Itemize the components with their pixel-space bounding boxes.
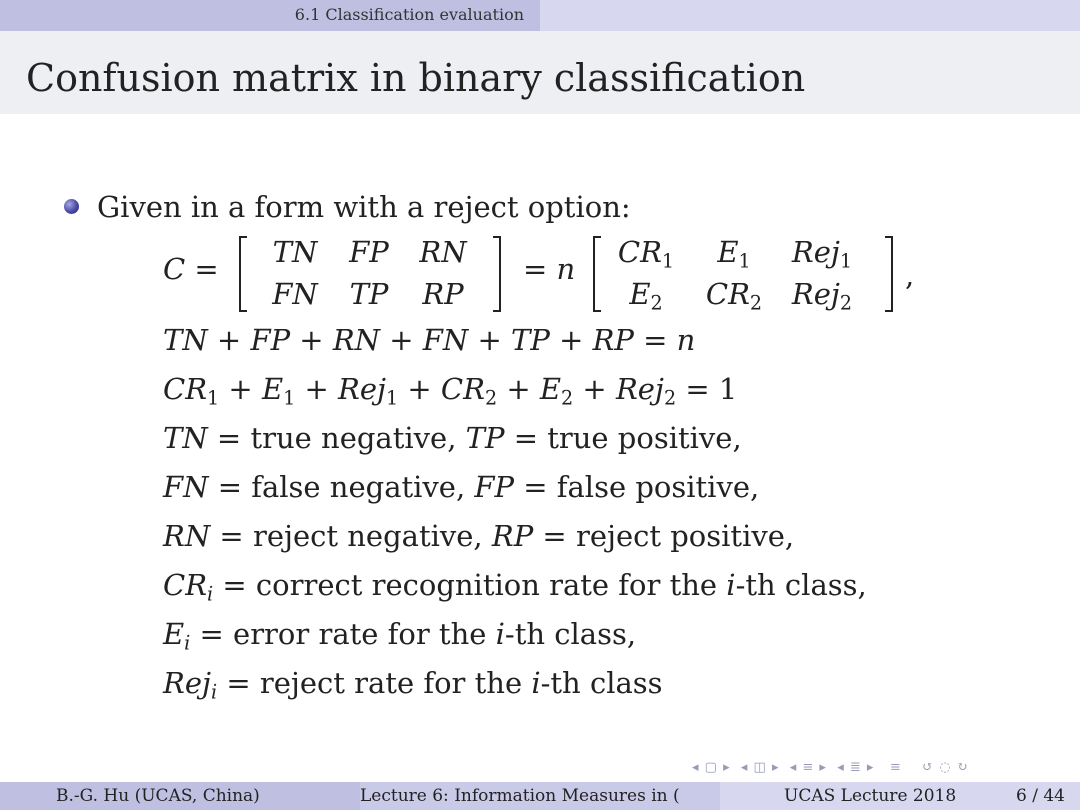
definition-e: $E_i$ = error rate for the i-th class, [163,617,637,655]
nav-subsection-icon[interactable]: ◂ ◫ ▸ [740,760,780,775]
footer-title-box [360,782,720,810]
section-nav-link[interactable]: 6.1 Classification evaluation [0,0,540,31]
sum-counts-equation: TN + FP + RN + FN + TP + RP = n [163,323,696,357]
matrix-cell: $E_1$ [717,235,751,273]
footer-author-box [0,782,360,810]
matrix-mid: = n [523,252,576,286]
left-bracket-1 [239,236,247,312]
nav-align-icon[interactable]: ≡ [889,760,902,775]
footer-author: B.-G. Hu (UCAS, China) [56,786,260,806]
matrix-cell: $CR_1$ [617,235,675,273]
definition-rej: Rej$_i$ = reject rate for the i-th class [163,666,663,704]
bullet-text: Given in a form with a reject option: [97,190,631,224]
bullet-icon [64,199,79,214]
confusion-rate-matrix [605,232,863,314]
matrix-cell: Rej$_2$ [791,277,853,315]
matrix-lhs: C = [163,252,219,286]
matrix-cell: RN [419,235,467,269]
frame-title: Confusion matrix in binary classification [26,56,806,100]
matrix-cell: $E_2$ [629,277,663,315]
navigation-symbols [692,760,969,775]
matrix-cell: FN [272,277,318,311]
right-bracket-1 [493,236,501,312]
nav-section-icon[interactable]: ◂ ≡ ▸ [789,760,827,775]
definition-rn-rp: RN = reject negative, RP = reject positive, [163,519,795,553]
definition-cr: $CR_i$ = correct recognition rate for the i-th class, [163,568,867,606]
matrix-cell: TP [349,277,389,311]
nav-document-icon[interactable]: ◂ ≣ ▸ [837,760,875,775]
nav-search-icon[interactable]: ↺ ◌ ↻ [922,760,969,775]
left-bracket-2 [593,236,601,312]
headline-bar [0,0,1080,31]
footline [0,782,1080,810]
matrix-cell: $CR_2$ [705,277,763,315]
confusion-count-matrix [263,232,475,314]
right-bracket-2 [885,236,893,312]
matrix-cell: Rej$_1$ [791,235,853,273]
matrix-trailing-comma: , [905,258,915,292]
nav-frame-icon[interactable]: ◂ ▢ ▸ [692,760,731,775]
sum-rates-equation: $CR_1 + E_1 + Rej_1 + CR_2 + E_2 + Rej_2 = 1$ [163,372,738,410]
footer-page-number: 6 / 44 [1016,786,1065,806]
definition-fn-fp: FN = false negative, FP = false positive, [163,470,760,504]
footer-event: UCAS Lecture 2018 [784,786,957,806]
matrix-cell: FP [349,235,389,269]
definition-tn-tp: TN = true negative, TP = true positive, [163,421,742,455]
matrix-cell: TN [272,235,318,269]
footer-lecture-title: Lecture 6: Information Measures in ( [360,786,680,806]
matrix-cell: RP [422,277,464,311]
